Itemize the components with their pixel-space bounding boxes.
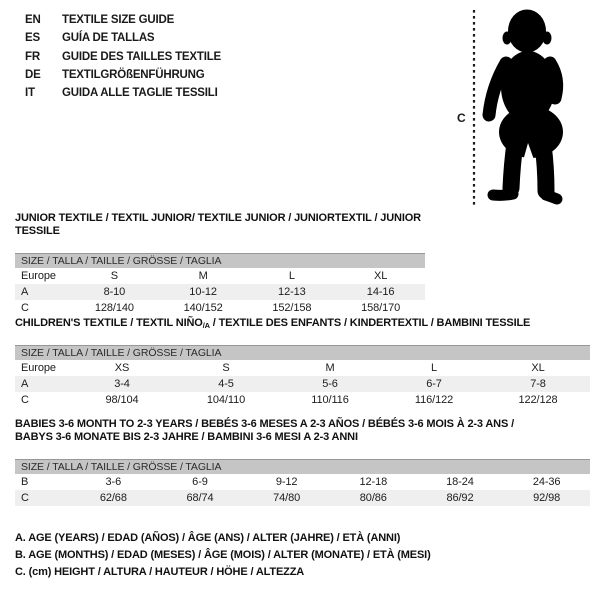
language-legend — [25, 11, 221, 102]
legend-row-en — [25, 11, 221, 29]
legend-row-fr — [25, 48, 221, 66]
value-cell: 86/92 — [446, 492, 474, 504]
children-textile-section — [15, 317, 590, 408]
value-cell: 128/140 — [94, 302, 134, 314]
children-title-subscript: /A — [202, 321, 210, 330]
value-cell: 6-9 — [192, 476, 208, 488]
table-row — [15, 490, 590, 506]
value-cell: 12-18 — [359, 476, 388, 488]
junior-size-table — [15, 268, 425, 316]
value-cell: 24-36 — [532, 476, 561, 488]
children-size-table — [15, 360, 590, 408]
value-cell: 140/152 — [183, 302, 223, 314]
guide-title-es: GUÍA DE TALLAS — [62, 32, 155, 45]
value-cell: 5-6 — [322, 378, 338, 390]
row-label-cell: A — [21, 378, 29, 390]
note-age-years: A. AGE (YEARS) / EDAD (AÑOS) / ÂGE (ANS) / ALTER (JAHRE) / ETÀ (ANNI) — [15, 532, 401, 544]
value-cell: 3-6 — [105, 476, 122, 488]
babies-section-title-line2: BABYS 3-6 MONATE BIS 2-3 JAHRE / BAMBINI 3-6 MESI A 2-3 ANNI — [15, 431, 358, 443]
table-row — [15, 300, 425, 316]
value-cell: 8-10 — [103, 286, 126, 298]
legend-row-es — [25, 29, 221, 47]
value-cell: 4-5 — [218, 378, 234, 390]
value-cell: 80/86 — [359, 492, 387, 504]
row-label-cell: C — [21, 492, 29, 504]
baby-silhouette-figure — [450, 0, 600, 215]
baby-silhouette — [489, 10, 563, 200]
babies-textile-section — [15, 418, 590, 506]
value-cell: 3-4 — [114, 378, 130, 390]
babies-section-title-line1: BABIES 3-6 MONTH TO 2-3 YEARS / BEBÉS 3-6 MESES A 2-3 AÑOS / BÉBÉS 3-6 MOIS À 2-3 ANS / — [15, 418, 514, 430]
table-row — [15, 268, 425, 284]
language-code: EN — [25, 14, 41, 26]
value-cell: L — [430, 362, 438, 374]
value-cell: 104/110 — [206, 394, 246, 406]
table-row — [15, 360, 590, 376]
table-row — [15, 284, 425, 300]
children-title-prefix: CHILDREN'S TEXTILE / TEXTIL NIÑO — [15, 317, 203, 329]
value-cell: 92/98 — [533, 492, 561, 504]
value-cell: 9-12 — [275, 476, 298, 488]
value-cell: S — [110, 270, 118, 282]
value-cell: 62/68 — [99, 492, 127, 504]
value-cell: 6-7 — [426, 378, 442, 390]
value-cell: 14-16 — [366, 286, 395, 298]
value-cell: 98/104 — [105, 394, 139, 406]
value-cell: 18-24 — [446, 476, 474, 488]
language-code: DE — [25, 68, 41, 81]
value-cell: M — [198, 270, 208, 282]
row-label-cell: Europe — [21, 362, 56, 374]
junior-section-title: JUNIOR TEXTILE / TEXTIL JUNIOR/ TEXTILE JUNIOR / JUNIORTEXTIL / JUNIOR TESSILE — [15, 212, 421, 237]
height-measure-label: C — [457, 111, 466, 125]
row-label-cell: C — [21, 394, 29, 406]
guide-title-en: TEXTILE SIZE GUIDE — [62, 14, 175, 26]
table-row — [15, 474, 590, 490]
size-header-bar: SIZE / TALLA / TAILLE / GRÖSSE / TAGLIA — [15, 253, 425, 268]
value-cell: 158/170 — [361, 302, 401, 314]
row-label-cell: B — [21, 476, 29, 488]
guide-title-fr: GUIDE DES TAILLES TEXTILE — [62, 50, 221, 63]
value-cell: S — [222, 362, 230, 374]
table-row — [15, 376, 590, 392]
value-cell: 12-13 — [278, 286, 306, 298]
language-code: FR — [25, 50, 40, 63]
language-code: ES — [25, 32, 40, 45]
junior-textile-section — [15, 212, 425, 316]
language-code: IT — [25, 87, 35, 100]
babies-size-table — [15, 474, 590, 506]
value-cell: XS — [114, 362, 130, 374]
measure-notes — [15, 530, 431, 581]
value-cell: 7-8 — [530, 378, 546, 390]
value-cell: 152/158 — [272, 302, 312, 314]
table-row — [15, 392, 590, 408]
row-label-cell: A — [21, 286, 29, 298]
legend-row-de — [25, 66, 221, 84]
value-cell: 110/116 — [311, 394, 349, 406]
children-title-suffix: / TEXTILE DES ENFANTS / KINDERTEXTIL / BAMBINI TESSILE — [209, 317, 531, 329]
legend-row-it — [25, 84, 221, 102]
size-header-bar: SIZE / TALLA / TAILLE / GRÖSSE / TAGLIA — [15, 459, 590, 474]
value-cell: XL — [373, 270, 388, 282]
row-label-cell: Europe — [21, 270, 56, 282]
value-cell: 10-12 — [189, 286, 217, 298]
guide-title-it: GUIDA ALLE TAGLIE TESSILI — [62, 87, 218, 100]
value-cell: 116/122 — [414, 394, 454, 406]
children-section-title — [15, 317, 590, 332]
value-cell: 74/80 — [273, 492, 301, 504]
note-height-cm: C. (cm) HEIGHT / ALTURA / HAUTEUR / HÖHE / ALTEZZA — [15, 566, 305, 578]
value-cell: L — [288, 270, 295, 282]
value-cell: 68/74 — [186, 492, 214, 504]
value-cell: XL — [531, 362, 545, 374]
value-cell: M — [325, 362, 335, 374]
note-age-months: B. AGE (MONTHS) / EDAD (MESES) / ÂGE (MOIS) / ALTER (MONATE) / ETÀ (MESI) — [15, 549, 431, 561]
size-header-bar: SIZE / TALLA / TAILLE / GRÖSSE / TAGLIA — [15, 345, 590, 360]
row-label-cell: C — [21, 302, 29, 314]
value-cell: 122/128 — [518, 394, 558, 406]
guide-title-de: TEXTILGRÖßENFÜHRUNG — [62, 68, 205, 81]
